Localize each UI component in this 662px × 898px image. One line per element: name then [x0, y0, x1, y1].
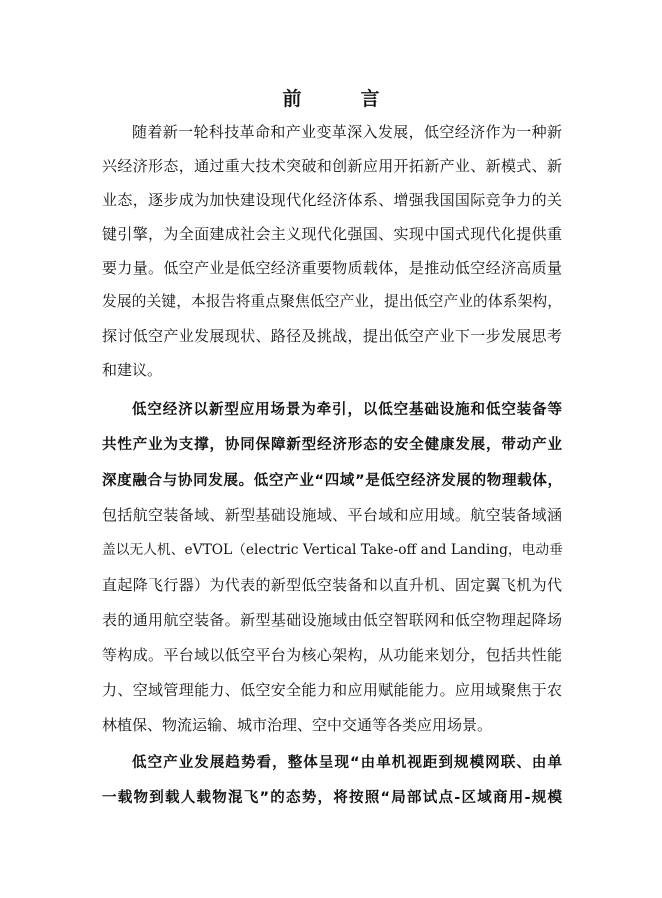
paragraph-1-line-7: 探讨低空产业发展现状、路径及挑战，提出低空产业下一步发展思考: [102, 327, 562, 345]
paragraph-2-line-4: 包括航空装备域、新型基础设施域、平台域和应用域。航空装备域涵: [102, 506, 562, 524]
paragraph-2-line-1: 低空经济以新型应用场景为牵引，以低空基础设施和低空装备等: [132, 402, 562, 418]
paragraph-3-line-1: 低空产业发展趋势看，整体呈现“由单机视距到规模网联、由单: [132, 755, 562, 771]
paragraph-1-line-6: 发展的关键，本报告将重点聚焦低空产业，提出低空产业的体系架构，: [102, 293, 562, 310]
page-title: 前 言: [282, 88, 400, 110]
paragraph-2-line-2: 共性产业为支撑，协同保障新型经济形态的安全健康发展，带动产业: [102, 437, 562, 453]
paragraph-1-line-2: 兴经济形态，通过重大技术突破和创新应用开拓新产业、新模式、新: [102, 157, 562, 175]
paragraph-2-line-3-text: 深度融合与协同发展。低空产业“四域”是低空经济发展的物理载体，: [102, 473, 562, 489]
paragraph-1-line-5: 要力量。低空产业是低空经济重要物质载体，是推动低空经济高质量: [102, 259, 562, 277]
paragraph-1-line-3: 业态，逐步成为加快建设现代化经济体系、增强我国国际竞争力的关: [102, 191, 562, 209]
paragraph-2-line-3: [102, 465, 562, 495]
paragraph-2-line-8: 等构成。平台域以低空平台为核心架构，从功能来划分，包括共性能: [102, 646, 562, 664]
paragraph-1-line-1: 随着新一轮科技革命和产业变革深入发展，低空经济作为一种新: [132, 123, 562, 141]
paragraph-1-line-8: 和建议。: [102, 361, 163, 379]
paragraph-3-line-2: 一载物到载人载物混飞”的态势，将按照“局部试点-区域商用-规模: [102, 790, 562, 806]
paragraph-1-line-4: 键引擎，为全面建成社会主义现代化强国、实现中国式现代化提供重: [102, 225, 562, 243]
paragraph-2-line-9: 力、空域管理能力、低空安全能力和应用赋能能力。应用域聚焦于农: [102, 681, 562, 699]
paragraph-2-line-10: 林植保、物流运输、城市治理、空中交通等各类应用场景。: [102, 716, 493, 734]
paragraph-2-line-5: 盖以无人机、eVTOL（electric Vertical Take-off and Landing，电动垂: [102, 542, 563, 558]
paragraph-2-line-6: 直起降飞行器）为代表的新型低空装备和以直升机、固定翼飞机为代: [102, 576, 562, 594]
paragraph-2-line-7: 表的通用航空装备。新型基础设施域由低空智联网和低空物理起降场: [102, 611, 562, 629]
